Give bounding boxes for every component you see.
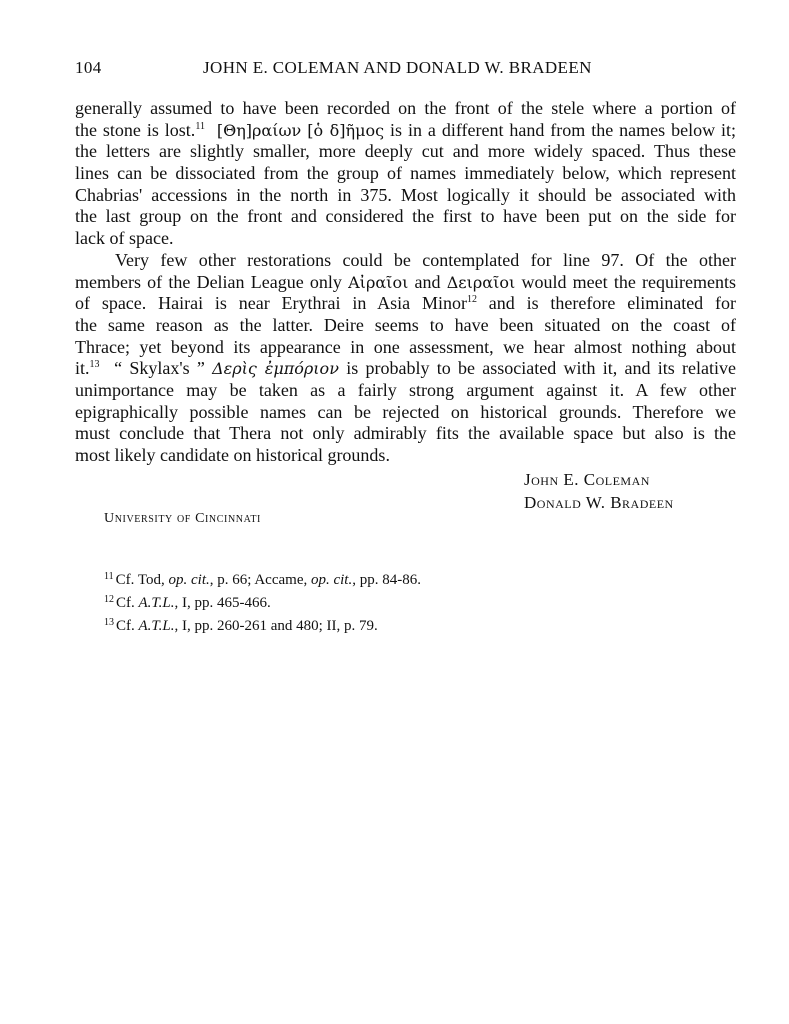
text-fragment: it. xyxy=(75,358,90,379)
affiliation: University of Cincinnati xyxy=(104,511,261,526)
paragraph-1-line-7: lack of space. xyxy=(75,228,174,249)
footnote-text: Cf. xyxy=(116,595,135,611)
footnote-italic: op. cit. xyxy=(168,572,210,588)
text-fragment: “ Skylax's ” xyxy=(114,358,205,379)
paragraph-2-line-1: Very few other restorations could be contemplated for line 97. Of the other xyxy=(115,249,736,270)
footnotes xyxy=(104,567,421,636)
paragraph-2-line-7: unimportance may be taken as a fairly strong argument against it. A few other xyxy=(75,379,736,400)
paragraph-1-line-5: Chabrias' accessions in the north in 375. Most logically it should be associated with xyxy=(75,184,736,205)
text-fragment: is in a different hand from the names below it; xyxy=(390,119,737,140)
paragraph-1 xyxy=(75,98,736,250)
footnote-text: , I, pp. 260-261 and 480; II, p. 79. xyxy=(174,618,378,634)
body-text xyxy=(75,98,736,467)
paragraph-2-line-2 xyxy=(75,272,736,294)
footnote-text: , pp. 84-86. xyxy=(352,572,421,588)
paragraph-1-line-6: the last group on the front and considered the first to have been put on the side for xyxy=(75,206,736,227)
text-fragment: is probably to be associated with it, and its relative xyxy=(346,358,737,379)
page-number: 104 xyxy=(75,58,102,77)
text-fragment: and is therefore eliminated for xyxy=(488,293,736,314)
footnote-text: , I, pp. 465-466. xyxy=(174,595,271,611)
footnote-ref-13: 13 xyxy=(89,359,100,371)
running-head-title: JOHN E. COLEMAN AND DONALD W. BRADEEN xyxy=(203,58,592,77)
footnote-number: 13 xyxy=(104,617,114,628)
author-name: John E. Coleman xyxy=(524,470,650,489)
paragraph-2-line-10: most likely candidate on historical grounds. xyxy=(75,445,390,465)
greek-deris-emporion: Δερὶς ἐμπόριον xyxy=(212,359,339,379)
paragraph-2-line-4: the same reason as the latter. Deire seems to have been situated on the coast of xyxy=(75,314,736,335)
footnote-11 xyxy=(104,567,421,590)
greek-deiraioi: Δειραῖοι xyxy=(446,272,516,292)
paragraph-1-line-3: the letters are slightly smaller, more deeply cut and more widely spaced. Thus these xyxy=(75,141,736,162)
footnote-italic: op. cit. xyxy=(310,572,353,588)
paragraph-2-line-3 xyxy=(75,293,736,315)
paragraph-2-line-6 xyxy=(75,358,736,380)
greek-ho-demos: [ὁ δ]ῆμος xyxy=(307,120,385,140)
text-fragment: of space. Hairai is near Erythrai in Asia Minor xyxy=(75,293,467,314)
running-head xyxy=(75,58,715,82)
footnote-italic: A.T.L. xyxy=(138,595,175,611)
footnote-ref-11: 11 xyxy=(195,120,205,132)
footnote-number: 12 xyxy=(104,594,114,605)
author-name: Donald W. Bradeen xyxy=(524,493,674,512)
paragraph-1-line-1: generally assumed to have been recorded on the front of the stele where a portion of xyxy=(75,98,736,118)
text-fragment: the stone is lost. xyxy=(75,119,196,140)
footnote-ref-12: 12 xyxy=(466,294,477,306)
text-fragment: and xyxy=(414,271,441,292)
footnote-12 xyxy=(104,590,421,613)
footnote-italic: A.T.L. xyxy=(138,618,175,634)
text-fragment: members of the Delian League only xyxy=(75,271,342,292)
text-fragment: would meet the requirements xyxy=(521,271,737,292)
paragraph-2-line-8: epigraphically possible names can be rejected on historical grounds. Therefore we xyxy=(75,401,736,422)
author-signatures xyxy=(524,468,674,514)
footnote-number: 11 xyxy=(104,571,114,582)
paragraph-2-line-9: must conclude that Thera not only admirably fits the available space but also is the xyxy=(75,423,736,444)
paragraph-2 xyxy=(75,250,736,467)
footnote-text: Cf. Tod, xyxy=(115,572,165,588)
greek-airaioi: Αἰραῖοι xyxy=(348,272,409,292)
paragraph-1-line-2 xyxy=(75,120,736,142)
paragraph-1-line-4: lines can be dissociated from the group of names immediately below, which represent xyxy=(75,163,736,184)
greek-theraion: [Θη]ραίων xyxy=(216,120,302,140)
paragraph-2-line-5: Thrace; yet beyond its appearance in one assessment, we hear almost nothing about xyxy=(75,336,736,357)
footnote-13 xyxy=(104,613,421,636)
footnote-text: Cf. xyxy=(116,618,135,634)
footnote-text: , p. 66; Accame, xyxy=(209,572,308,588)
